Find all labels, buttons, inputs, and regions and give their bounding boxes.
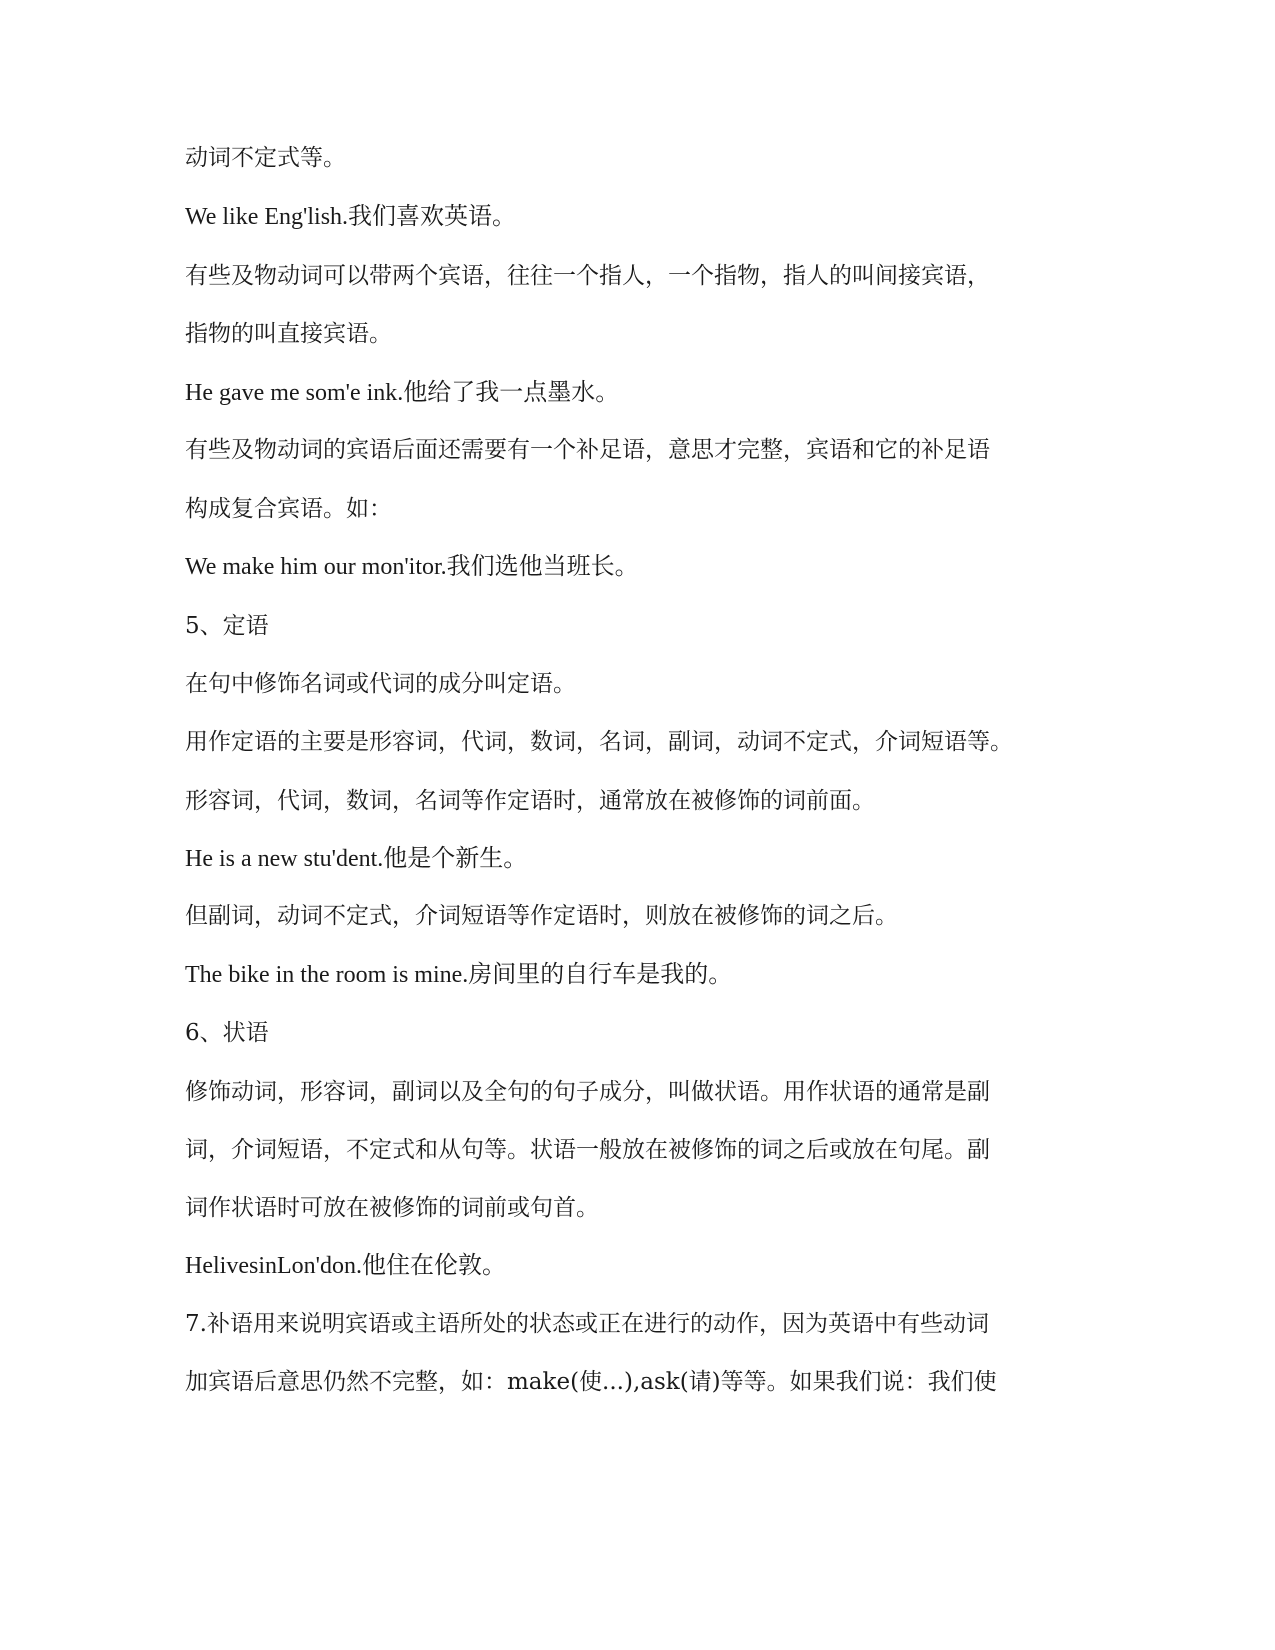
text-line: 加宾语后意思仍然不完整，如：make(使...),ask(请)等等。如果我们说：我们使 <box>185 1369 997 1395</box>
text-line: 词，介词短语，不定式和从句等。状语一般放在被修饰的词之后或放在句尾。副 <box>185 1137 990 1163</box>
text-line: 有些及物动词的宾语后面还需要有一个补足语，意思才完整，宾语和它的补足语 <box>185 437 990 463</box>
text-line: 构成复合宾语。如： <box>185 496 392 522</box>
text-line: 指物的叫直接宾语。 <box>185 321 392 347</box>
text-line: The bike in the room is mine.房间里的自行车是我的。 <box>185 962 733 988</box>
text-line: 形容词，代词，数词，名词等作定语时，通常放在被修饰的词前面。 <box>185 788 875 814</box>
section-heading: 6、状语 <box>185 1020 269 1046</box>
text-line: 修饰动词，形容词，副词以及全句的句子成分，叫做状语。用作状语的通常是副 <box>185 1079 990 1105</box>
text-line: 但副词，动词不定式，介词短语等作定语时，则放在被修饰的词之后。 <box>185 903 898 929</box>
text-line: We make him our mon'itor.我们选他当班长。 <box>185 554 639 580</box>
text-line: He gave me som'e ink.他给了我一点墨水。 <box>185 380 620 406</box>
text-line: 在句中修饰名词或代词的成分叫定语。 <box>185 671 576 697</box>
section-heading: 5、定语 <box>185 613 269 639</box>
text-line: 7.补语用来说明宾语或主语所处的状态或正在进行的动作，因为英语中有些动词 <box>185 1311 989 1337</box>
text-line: 词作状语时可放在被修饰的词前或句首。 <box>185 1195 599 1221</box>
text-line: HelivesinLon'don.他住在伦敦。 <box>185 1253 506 1279</box>
text-line: 用作定语的主要是形容词，代词，数词，名词，副词，动词不定式，介词短语等。 <box>185 729 1013 755</box>
text-line: He is a new stu'dent.他是个新生。 <box>185 846 528 872</box>
text-line: 有些及物动词可以带两个宾语，往往一个指人，一个指物，指人的叫间接宾语， <box>185 263 990 289</box>
text-line: 动词不定式等。 <box>185 145 346 171</box>
text-line: We like Eng'lish.我们喜欢英语。 <box>185 204 517 230</box>
